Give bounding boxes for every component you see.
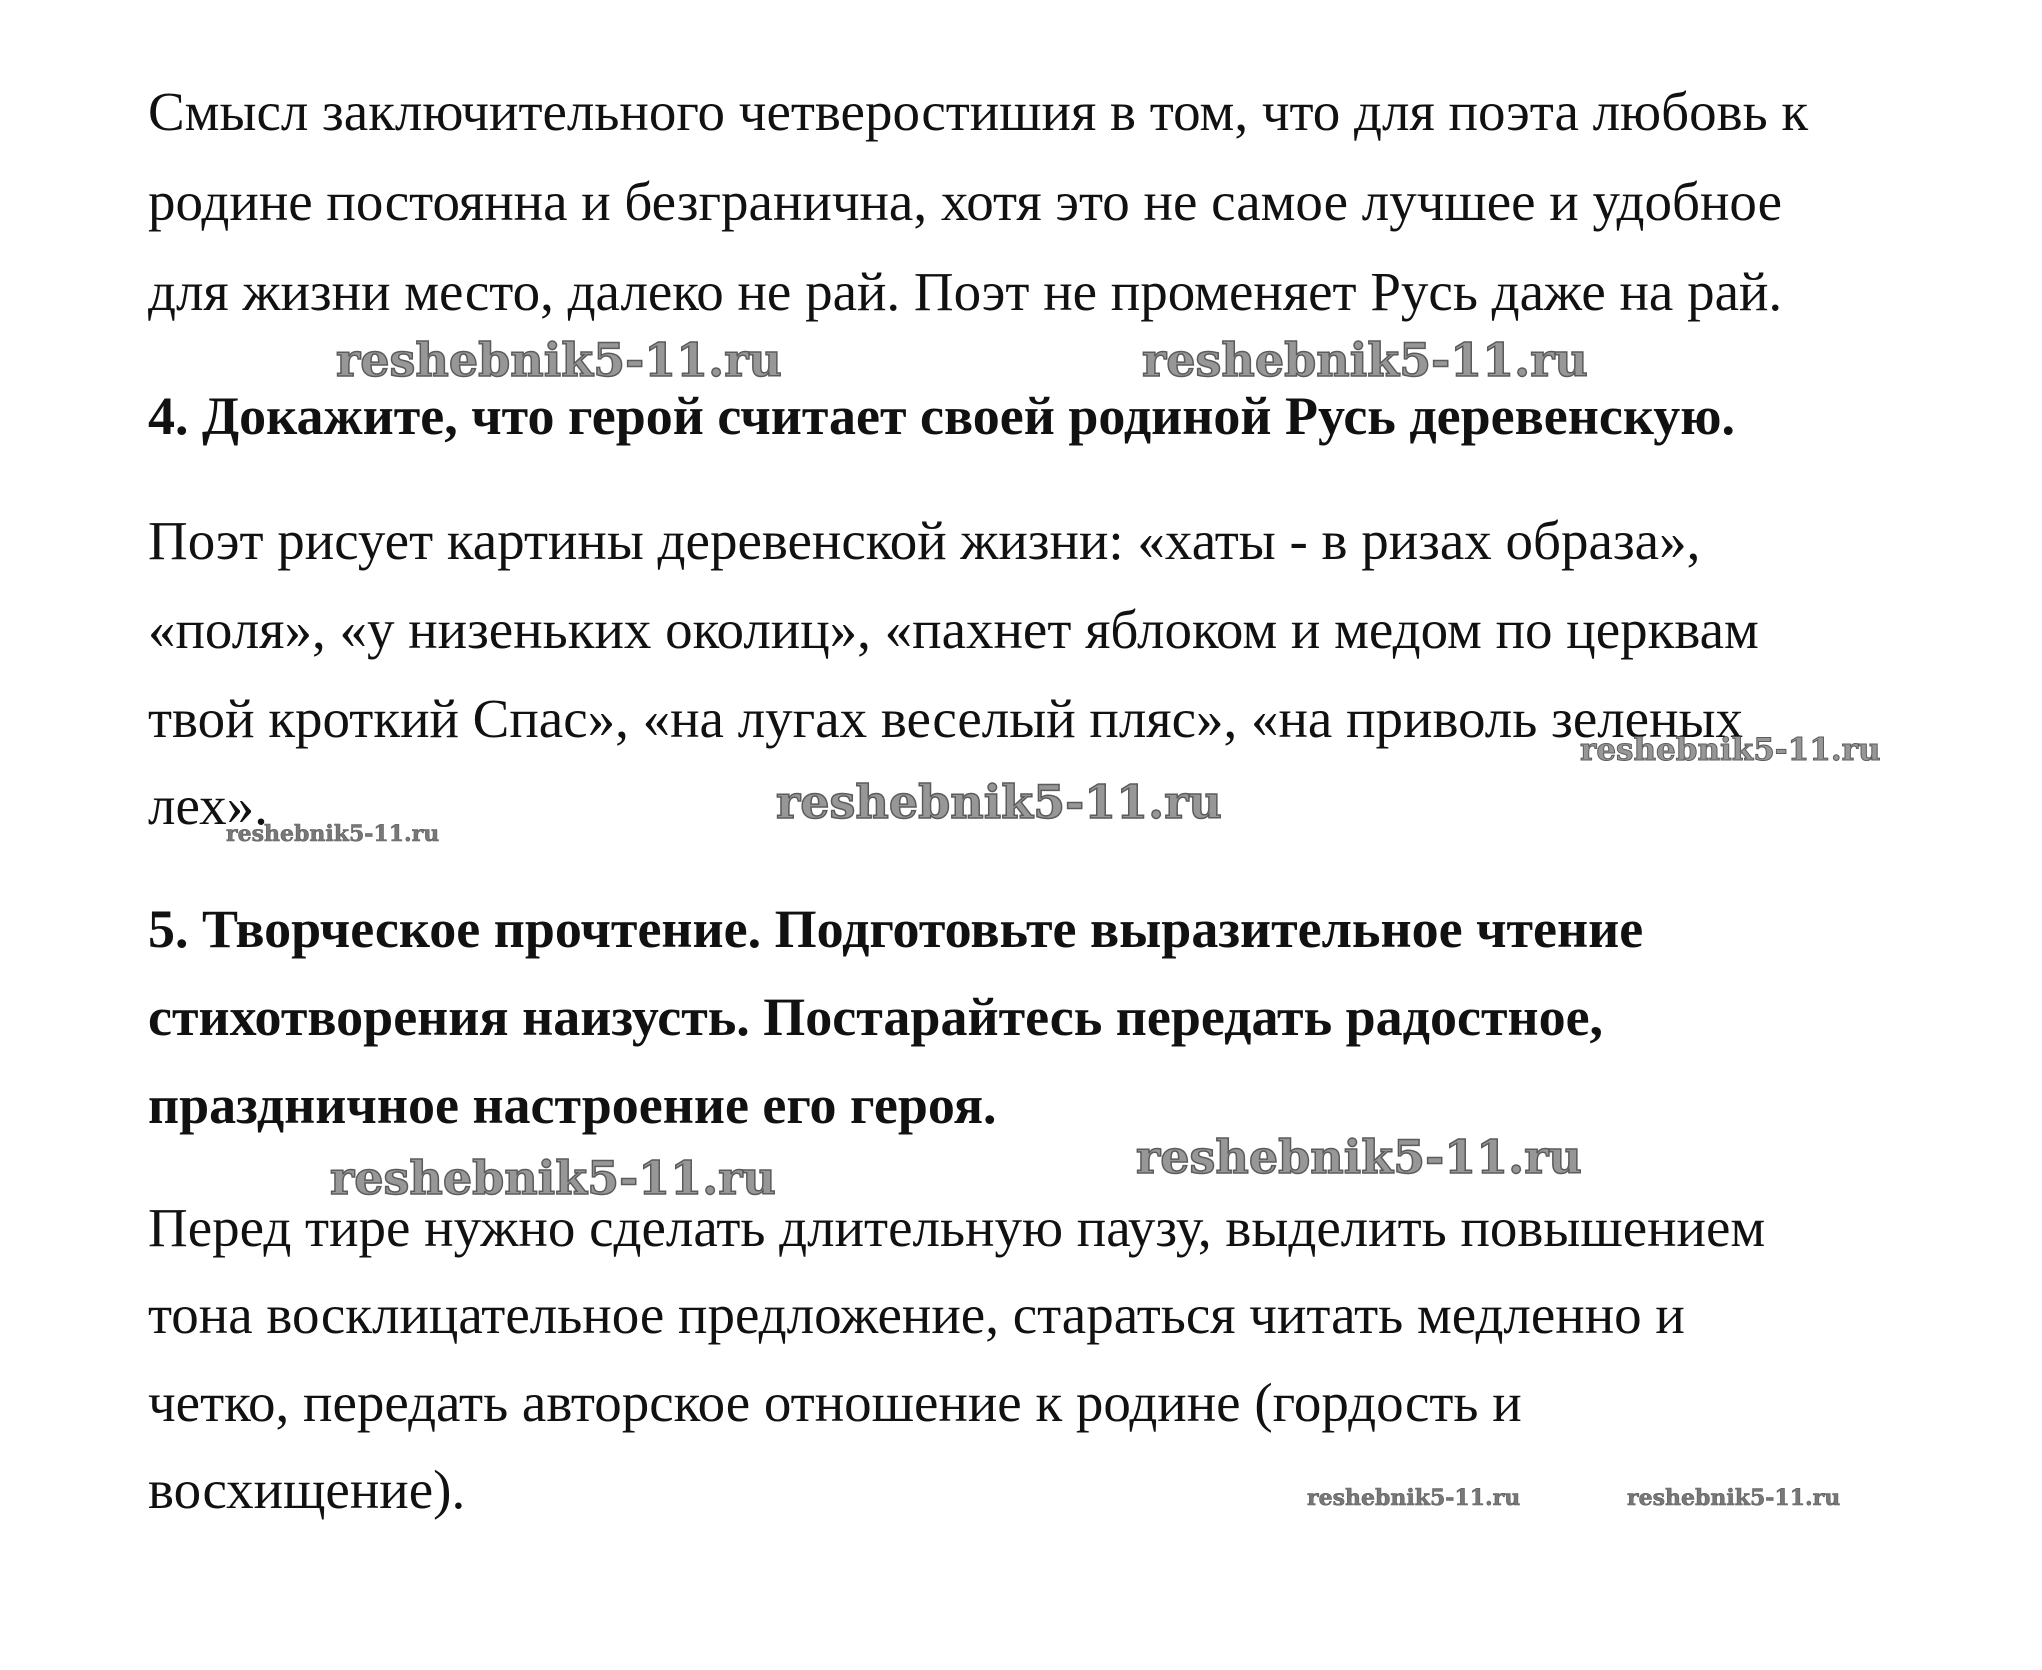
watermark: reshebnik5-11.ru: [1307, 1485, 1521, 1511]
paragraph-1-line-1: Смысл заключительного четверостишия в том, что для поэта любовь к: [148, 81, 1809, 142]
paragraph-1-line-2: родине постоянна и безгранична, хотя это не самое лучшее и удобное: [148, 171, 1782, 232]
question-5-heading-line-1: 5. Творческое прочтение. Подготовьте выразительное чтение: [148, 899, 1644, 959]
watermark: reshebnik5-11.ru: [1142, 333, 1588, 387]
answer-4-line-4: лех».: [148, 775, 268, 836]
watermark: reshebnik5-11.ru: [1627, 1485, 1841, 1511]
answer-4-line-2: «поля», «у низеньких околиц», «пахнет яблоком и медом по церквам: [148, 599, 1759, 660]
answer-4-line-3: твой кроткий Спас», «на лугах веселый пляс», «на приволь зеленых: [148, 688, 1743, 749]
answer-5-line-1: Перед тире нужно сделать длительную паузу, выделить повышением: [148, 1197, 1766, 1258]
watermark: reshebnik5-11.ru: [1136, 1130, 1582, 1184]
question-5-heading-line-3: праздничное настроение его героя.: [148, 1075, 997, 1135]
answer-5-line-4: восхищение).: [148, 1459, 466, 1520]
watermark: reshebnik5-11.ru: [336, 333, 782, 387]
watermark: reshebnik5-11.ru: [226, 821, 440, 847]
question-4-heading: 4. Докажите, что герой считает своей родиной Русь деревенскую.: [148, 386, 1735, 446]
answer-5-line-3: четко, передать авторское отношение к родине (гордость и: [148, 1372, 1522, 1433]
question-5-heading-line-2: стихотворения наизусть. Постарайтесь передать радостное,: [148, 987, 1604, 1047]
watermark: reshebnik5-11.ru: [776, 775, 1222, 829]
watermark: reshebnik5-11.ru: [330, 1151, 776, 1205]
paragraph-1-line-3: для жизни место, далеко не рай. Поэт не променяет Русь даже на рай.: [148, 261, 1783, 322]
watermark: reshebnik5-11.ru: [1580, 732, 1881, 768]
answer-5-line-2: тона восклицательное предложение, стараться читать медленно и: [148, 1284, 1685, 1345]
answer-4-line-1: Поэт рисует картины деревенской жизни: «хаты - в ризах образа»,: [148, 510, 1701, 571]
